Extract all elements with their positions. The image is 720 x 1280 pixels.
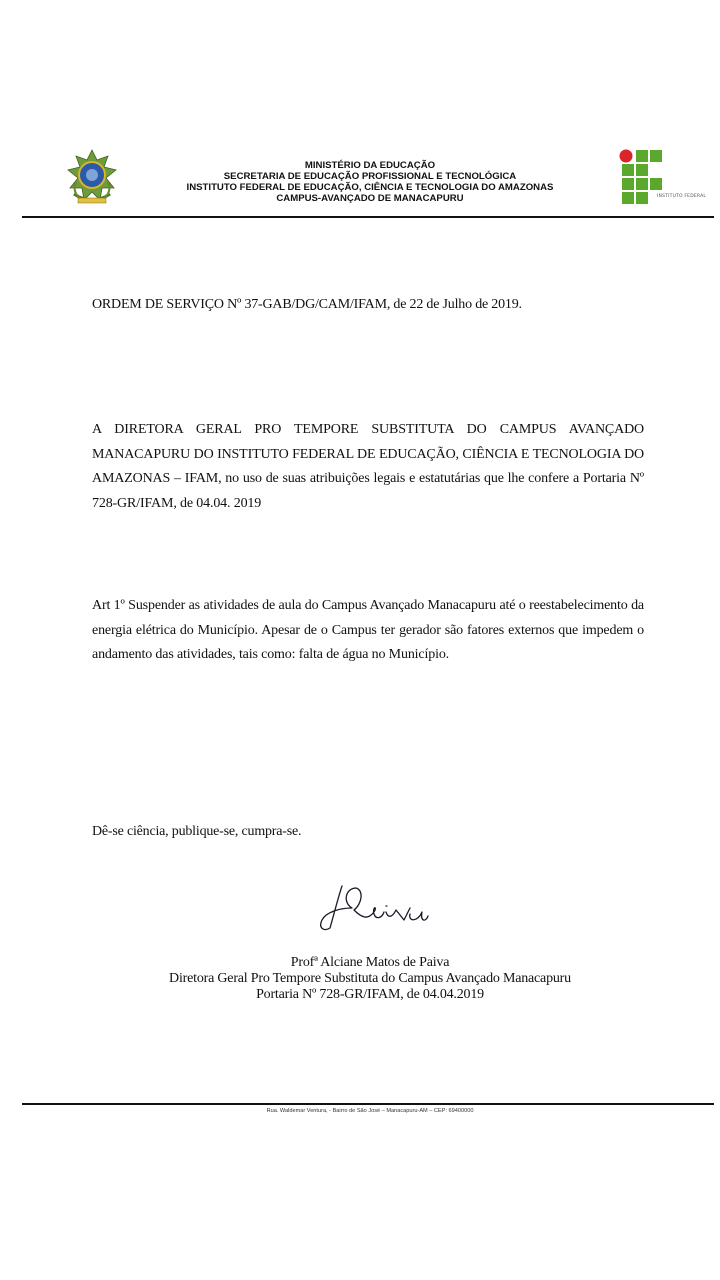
header-divider — [22, 216, 714, 218]
footer-address: Rua. Waldemar Ventura, - Bairro de São José – Manacapuru-AM – CEP: 69400000 — [266, 1108, 474, 1114]
header-secretariat: SECRETARIA DE EDUCAÇÃO PROFISSIONAL E TECNOLÓGICA — [223, 171, 517, 182]
institution-header — [140, 160, 600, 204]
preamble-paragraph: A DIRETORA GERAL PRO TEMPORE SUBSTITUTA DO CAMPUS AVANÇADO MANACAPURU DO INSTITUTO FEDERAL DE EDUCAÇÃO, CIÊNCIA E TECNOLOGIA DO AMAZONAS – IFAM, no uso de suas atribuições legais e estatutárias que lhe confere a Portaria Nº 728-GR/IFAM, de 04.04. 2019 — [92, 422, 644, 511]
signer-portaria: Portaria Nº 728-GR/IFAM, de 04.04.2019 — [256, 987, 484, 1002]
article-1-paragraph: Art 1º Suspender as atividades de aula do Campus Avançado Manacapuru até o reestabelecimento da energia elétrica do Município. Apesar de o Campus ter gerador são fatores externos que impedem o andamento das atividades, tais como: falta de água no Município. — [92, 598, 644, 662]
closing-formula: Dê-se ciência, publique-se, cumpra-se. — [92, 824, 302, 839]
footer-divider — [22, 1103, 714, 1105]
top-blank-strip — [0, 0, 720, 128]
ifam-logo-caption: INSTITUTO FEDERAL — [657, 194, 707, 199]
header-ministry: MINISTÉRIO DA EDUCAÇÃO — [304, 160, 436, 171]
header-institute: INSTITUTO FEDERAL DE EDUCAÇÃO, CIÊNCIA E TECNOLOGIA DO AMAZONAS — [186, 182, 554, 193]
header-campus: CAMPUS-AVANÇADO DE MANACAPURU — [276, 193, 464, 204]
brasao-coat-of-arms-icon — [64, 148, 120, 210]
signatory-block — [100, 955, 640, 1003]
handwritten-signature — [312, 878, 432, 938]
signer-name: Profª Alciane Matos de Paiva — [290, 955, 450, 970]
ifam-logo-icon — [616, 146, 716, 210]
service-order-title: ORDEM DE SERVIÇO Nº 37-GAB/DG/CAM/IFAM, de 22 de Julho de 2019. — [92, 297, 522, 312]
signer-role: Diretora Geral Pro Tempore Substituta do Campus Avançado Manacapuru — [169, 971, 571, 986]
